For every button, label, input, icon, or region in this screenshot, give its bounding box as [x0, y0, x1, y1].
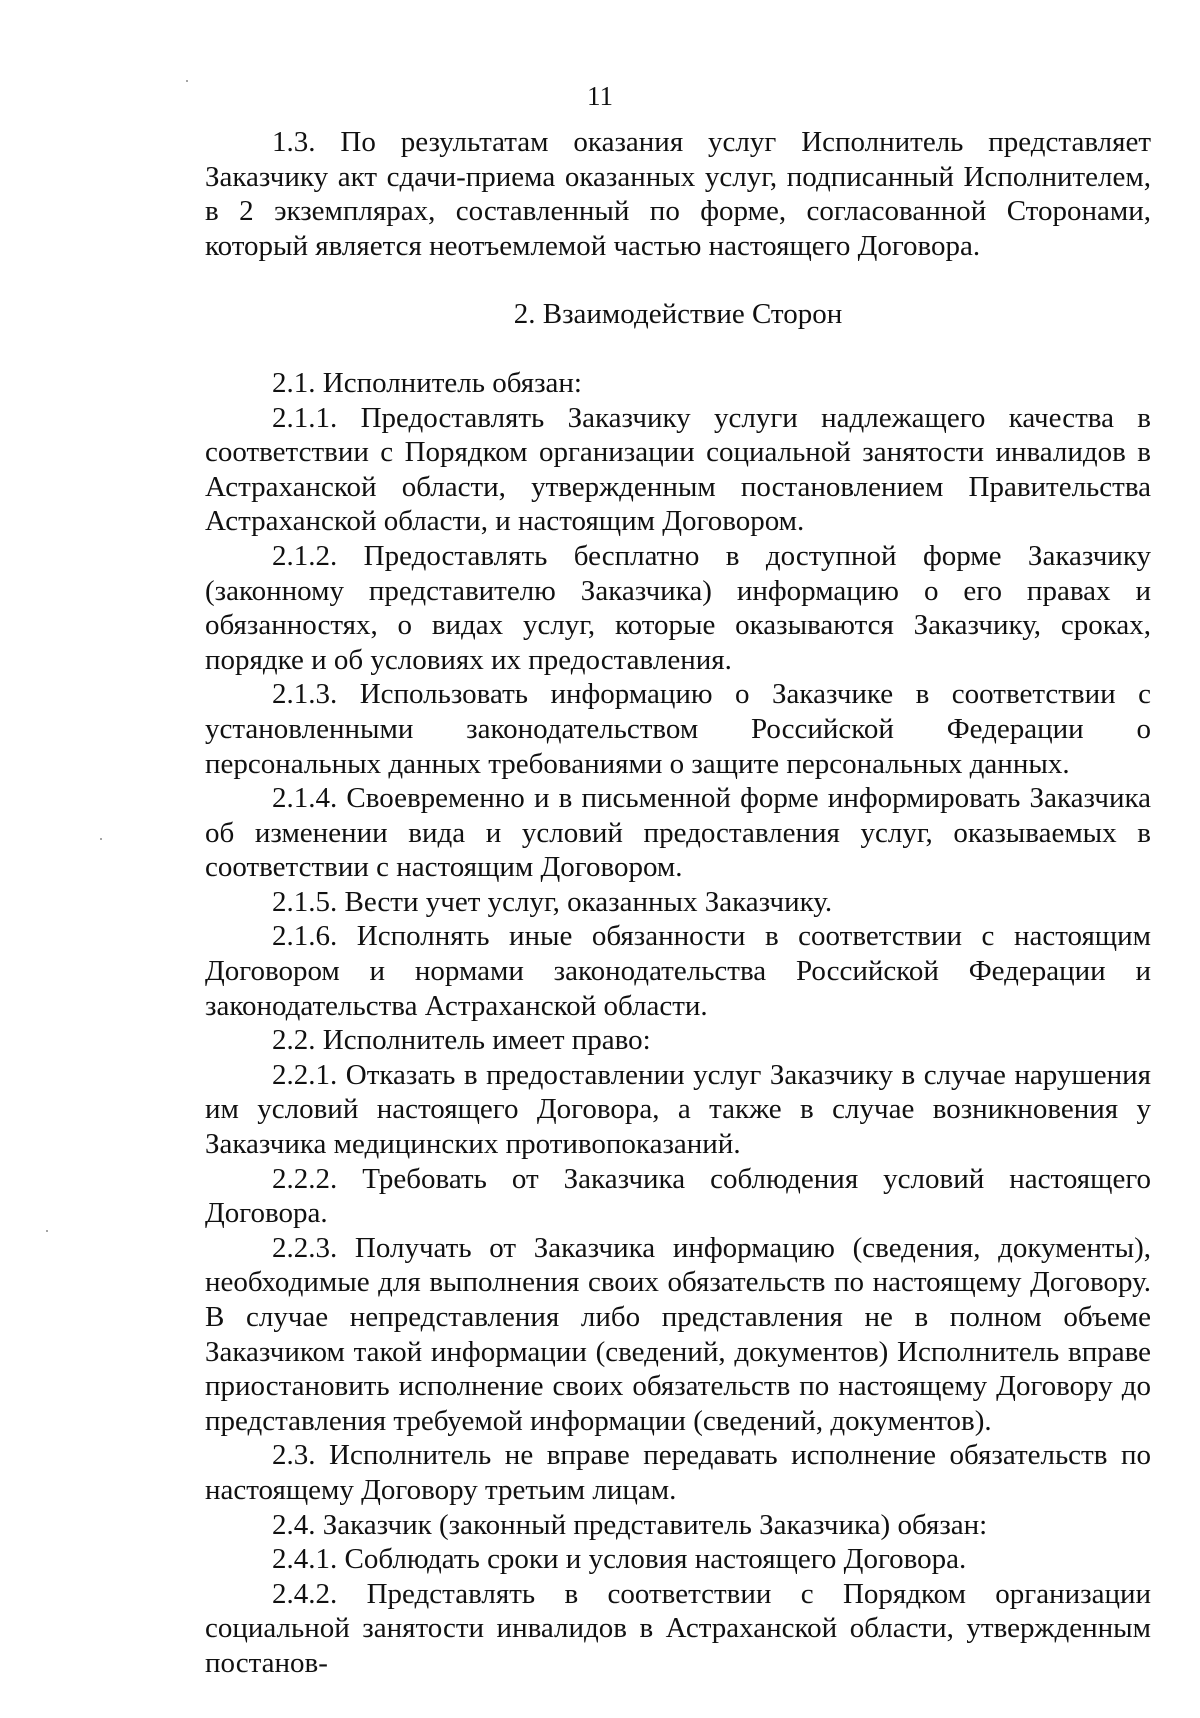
- paragraph-2-2-3: 2.2.3. Получать от Заказчика информацию (сведения, документы), необходимые для выполнения своих обязательств по настоящему Договору. В случае непредставления либо представления не в полном объеме Заказчиком такой информации (сведений, документов) Исполнитель вправе приостановить исполнение своих обязательств по настоящему Договору до представления требуемой информации (сведений, документов).: [205, 1231, 1151, 1437]
- paragraph-2-1-1: 2.1.1. Предоставлять Заказчику услуги надлежащего качества в соответствии с Порядком организации социальной занятости инвалидов в Астраханской области, утвержденным постановлением Правительства Астраханской области, и настоящим Договором.: [205, 401, 1151, 538]
- paragraph-2-3: 2.3. Исполнитель не вправе передавать исполнение обязательств по настоящему Договору третьим лицам.: [205, 1439, 1151, 1506]
- scan-speck: [46, 1230, 48, 1232]
- paragraph-2-4: 2.4. Заказчик (законный представитель Заказчика) обязан:: [272, 1508, 988, 1541]
- paragraph-1-3: 1.3. По результатам оказания услуг Исполнитель представляет Заказчику акт сдачи-приема оказанных услуг, подписанный Исполнителем, в 2 экземплярах, составленный по форме, согласованной Сторонами, который является неотъемлемой частью настоящего Договора.: [205, 126, 1151, 262]
- section-heading: 2. Взаимодействие Сторон: [513, 298, 843, 331]
- paragraph-2-1-2: 2.1.2. Предоставлять бесплатно в доступной форме Заказчику (законному представителю Заказчика) информацию о его правах и обязанностях, о видах услуг, которые оказываются Заказчику, сроках, порядке и об условиях их предоставления.: [205, 539, 1151, 676]
- paragraph-2-4-1: 2.4.1. Соблюдать сроки и условия настоящего Договора.: [272, 1543, 967, 1576]
- paragraph-2-2-1: 2.2.1. Отказать в предоставлении услуг Заказчику в случае нарушения им условий настоящего Договора, а также в случае возникновения у Заказчика медицинских противопоказаний.: [205, 1058, 1151, 1161]
- scan-speck: [186, 80, 188, 82]
- paragraph-2-1-3: 2.1.3. Использовать информацию о Заказчике в соответствии с установленными законодательством Российской Федерации о персональных данных требованиями о защите персональных данных.: [205, 678, 1151, 780]
- paragraph-2-1-5: 2.1.5. Вести учет услуг, оказанных Заказчику.: [272, 885, 833, 918]
- paragraph-2-1-6: 2.1.6. Исполнять иные обязанности в соответствии с настоящим Договором и нормами законодательства Российской Федерации и законодательства Астраханской области.: [205, 920, 1151, 1022]
- paragraph-2-1-4: 2.1.4. Своевременно и в письменной форме информировать Заказчика об изменении вида и условий предоставления услуг, оказываемых в соответствии с настоящим Договором.: [205, 782, 1151, 884]
- paragraph-2-2: 2.2. Исполнитель имеет право:: [272, 1024, 651, 1057]
- scan-speck: [100, 838, 102, 840]
- page-number: 11: [587, 81, 613, 111]
- paragraph-2-2-2: 2.2.2. Требовать от Заказчика соблюдения условий настоящего Договора.: [205, 1162, 1151, 1230]
- paragraph-2-1: 2.1. Исполнитель обязан:: [272, 366, 582, 399]
- paragraph-2-4-2: 2.4.2. Представлять в соответствии с Порядком организации социальной занятости инвалидов в Астраханской области, утвержденным постанов-: [205, 1577, 1151, 1679]
- document-body: [205, 125, 1151, 1681]
